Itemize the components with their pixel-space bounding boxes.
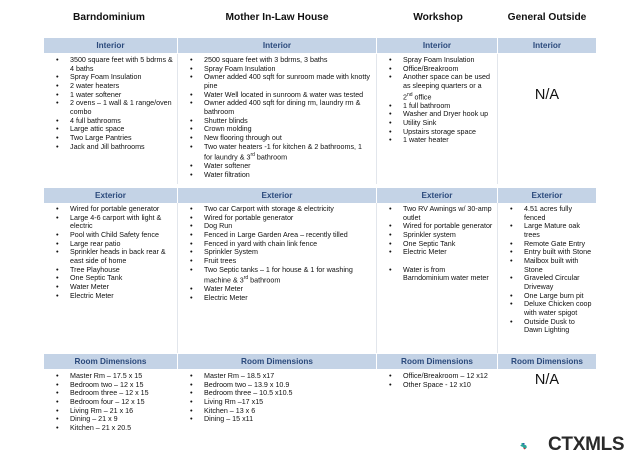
list-item: • 4.51 acres fully fenced: [524, 205, 592, 222]
list-item: • Kitchen – 21 x 20.5: [70, 424, 173, 433]
list-item: • Fenced in yard with chain link fence: [204, 240, 372, 249]
list-item: • Water filtration: [204, 171, 372, 180]
exterior-mother-in-law-cell: [178, 203, 376, 353]
rooms-workshop-cell: [377, 370, 497, 442]
section-band-interior: Interior: [178, 38, 376, 53]
list-item: • Kitchen – 13 x 6: [204, 407, 372, 416]
interior-general-outside-na: N/A: [534, 87, 560, 103]
section-band-room-dimensions: Room Dimensions: [498, 354, 596, 369]
exterior-mother-in-law-list: [182, 205, 372, 303]
list-item: • Wired for portable generator: [204, 214, 372, 223]
list-item: • Crown molding: [204, 125, 372, 134]
list-item: • New flooring through out: [204, 134, 372, 143]
list-item: • Washer and Dryer hook up: [403, 110, 493, 119]
list-item: • Wired for portable generator: [70, 205, 173, 214]
rooms-mother-in-law-cell: [178, 370, 376, 442]
list-item: • 3500 square feet with 5 bdrms & 4 baths: [70, 56, 173, 73]
list-item: • Water Meter: [204, 285, 372, 294]
rooms-barndominium-list: [48, 372, 173, 433]
list-item: • 1 water heater: [403, 136, 493, 145]
list-item: • Bedroom two – 13.9 x 10.9: [204, 381, 372, 390]
list-item: • Sprinkler heads in back rear & east side of home: [70, 248, 173, 265]
list-item: • Master Rm – 18.5 x17: [204, 372, 372, 381]
list-item: • Bedroom two – 12 x 15: [70, 381, 173, 390]
list-item: • One Large burn pit: [524, 292, 592, 301]
column-divider: [497, 203, 498, 353]
list-item: • Water Meter: [70, 283, 173, 292]
list-item: • Electric Meter: [204, 294, 372, 303]
column-title-general-outside: General Outside: [507, 12, 587, 23]
ctxmls-logo-text: CTXMLS: [548, 434, 625, 455]
section-band-room-dimensions: Room Dimensions: [44, 354, 177, 369]
list-item: • 2 ovens – 1 wall & 1 range/oven combo: [70, 99, 173, 116]
list-item: • Another space can be used as sleeping quarters or a 2nd office: [403, 73, 493, 101]
interior-barndominium-cell: [44, 54, 177, 184]
list-item: • Deluxe Chicken coop with water spigot: [524, 300, 592, 317]
texas-map-icon: [520, 432, 550, 460]
list-item: • Electric Meter: [70, 292, 173, 301]
list-item: • Dining – 21 x 9: [70, 415, 173, 424]
section-band-exterior: Exterior: [178, 188, 376, 203]
list-item: • Upstairs storage space: [403, 128, 493, 137]
column-divider: [376, 54, 377, 184]
list-item: • Bedroom four – 12 x 15: [70, 398, 173, 407]
list-item: • Two car Carport with storage & electricity: [204, 205, 372, 214]
list-item: • 2500 square feet with 3 bdrms, 3 baths: [204, 56, 372, 65]
column-title-barndominium: Barndominium: [73, 12, 145, 23]
list-item: • 2 water heaters: [70, 82, 173, 91]
list-item: • Spray Foam Insulation: [204, 65, 372, 74]
list-item: • Master Rm – 17.5 x 15: [70, 372, 173, 381]
list-item: • Fenced in Large Garden Area – recently tilled: [204, 231, 372, 240]
rooms-general-outside-na: N/A: [534, 372, 560, 388]
list-item: • Outside Dusk to Dawn Lighting: [524, 318, 592, 335]
interior-workshop-cell: [377, 54, 497, 184]
list-item: • Mailbox built with Stone: [524, 257, 592, 274]
section-band-room-dimensions: Room Dimensions: [377, 354, 497, 369]
exterior-barndominium-list: [48, 205, 173, 300]
list-item: • Sprinkler system: [403, 231, 493, 240]
list-item: • Tree Playhouse: [70, 266, 173, 275]
list-item: • Office/Breakroom: [403, 65, 493, 74]
list-item: • Two Septic tanks – 1 for house & 1 for washing machine & 3rd bathroom: [204, 266, 372, 286]
column-divider: [177, 54, 178, 184]
list-item: • Owner added 400 sqft for sunroom made with knotty pine: [204, 73, 372, 90]
list-item: • Dog Run: [204, 222, 372, 231]
list-item: • Two Large Pantries: [70, 134, 173, 143]
list-item: • Pool with Child Safety fence: [70, 231, 173, 240]
exterior-general-outside-cell: [498, 203, 596, 353]
interior-workshop-list: [381, 56, 493, 145]
list-item: • Graveled Circular Driveway: [524, 274, 592, 291]
list-item: • Office/Breakroom – 12 x12: [403, 372, 493, 381]
section-band-room-dimensions: Room Dimensions: [178, 354, 376, 369]
column-title-workshop: Workshop: [413, 12, 463, 23]
list-item: • Owner added 400 sqft for dining rm, laundry rm & bathroom: [204, 99, 372, 116]
list-item: • Large 4-6 carport with light & electric: [70, 214, 173, 231]
list-item: • 1 full bathroom: [403, 102, 493, 111]
list-item: • Jack and Jill bathrooms: [70, 143, 173, 152]
list-item: • Bedroom three – 10.5 x10.5: [204, 389, 372, 398]
interior-mother-in-law-list: [182, 56, 372, 180]
list-item: • Living Rm –17 x15: [204, 398, 372, 407]
exterior-workshop-list: [381, 205, 493, 283]
section-band-interior: Interior: [44, 38, 177, 53]
list-item: • Other Space - 12 x10: [403, 381, 493, 390]
rooms-workshop-list: [381, 372, 493, 389]
list-item: • Two RV Awnings w/ 30-amp outlet: [403, 205, 493, 222]
list-item: • One Septic Tank: [70, 274, 173, 283]
list-item: • Spray Foam Insulation: [403, 56, 493, 65]
column-title-mother-in-law-house: Mother In-Law House: [225, 12, 329, 23]
list-item: • Large attic space: [70, 125, 173, 134]
list-item: • 4 full bathrooms: [70, 117, 173, 126]
column-divider: [376, 203, 377, 353]
list-item: • Large Mature oak trees: [524, 222, 592, 239]
list-item: • Entry built with Stone: [524, 248, 592, 257]
list-item: • Living Rm – 21 x 16: [70, 407, 173, 416]
list-item: • Water Well located in sunroom & water was tested: [204, 91, 372, 100]
exterior-workshop-cell: [377, 203, 497, 353]
list-item: • Electric Meter: [403, 248, 493, 257]
column-divider: [177, 203, 178, 353]
list-item: • Two water heaters -1 for kitchen & 2 bathrooms, 1 for laundry & 3rd bathroom: [204, 143, 372, 163]
interior-barndominium-list: [48, 56, 173, 151]
interior-mother-in-law-cell: [178, 54, 376, 184]
column-divider: [497, 54, 498, 184]
list-item: • One Septic Tank: [403, 240, 493, 249]
list-item: • Water is from Barndominium water meter: [403, 266, 493, 283]
exterior-barndominium-cell: [44, 203, 177, 353]
list-item: • Remote Gate Entry: [524, 240, 592, 249]
list-item: • Wired for portable generator: [403, 222, 493, 231]
list-item: • Spray Foam Insulation: [70, 73, 173, 82]
list-item: • 1 water softener: [70, 91, 173, 100]
list-item: • Utility Sink: [403, 119, 493, 128]
list-item: • Fruit trees: [204, 257, 372, 266]
exterior-general-outside-list: [502, 205, 592, 335]
section-band-exterior: Exterior: [377, 188, 497, 203]
list-item: • Bedroom three – 12 x 15: [70, 389, 173, 398]
section-band-interior: Interior: [498, 38, 596, 53]
list-item: [403, 257, 493, 266]
section-band-exterior: Exterior: [44, 188, 177, 203]
list-item: • Sprinkler System: [204, 248, 372, 257]
list-item: • Shutter blinds: [204, 117, 372, 126]
section-band-exterior: Exterior: [498, 188, 596, 203]
section-band-interior: Interior: [377, 38, 497, 53]
rooms-mother-in-law-list: [182, 372, 372, 424]
rooms-barndominium-cell: [44, 370, 177, 442]
list-item: • Dining – 15 x11: [204, 415, 372, 424]
list-item: • Water softener: [204, 162, 372, 171]
list-item: • Large rear patio: [70, 240, 173, 249]
